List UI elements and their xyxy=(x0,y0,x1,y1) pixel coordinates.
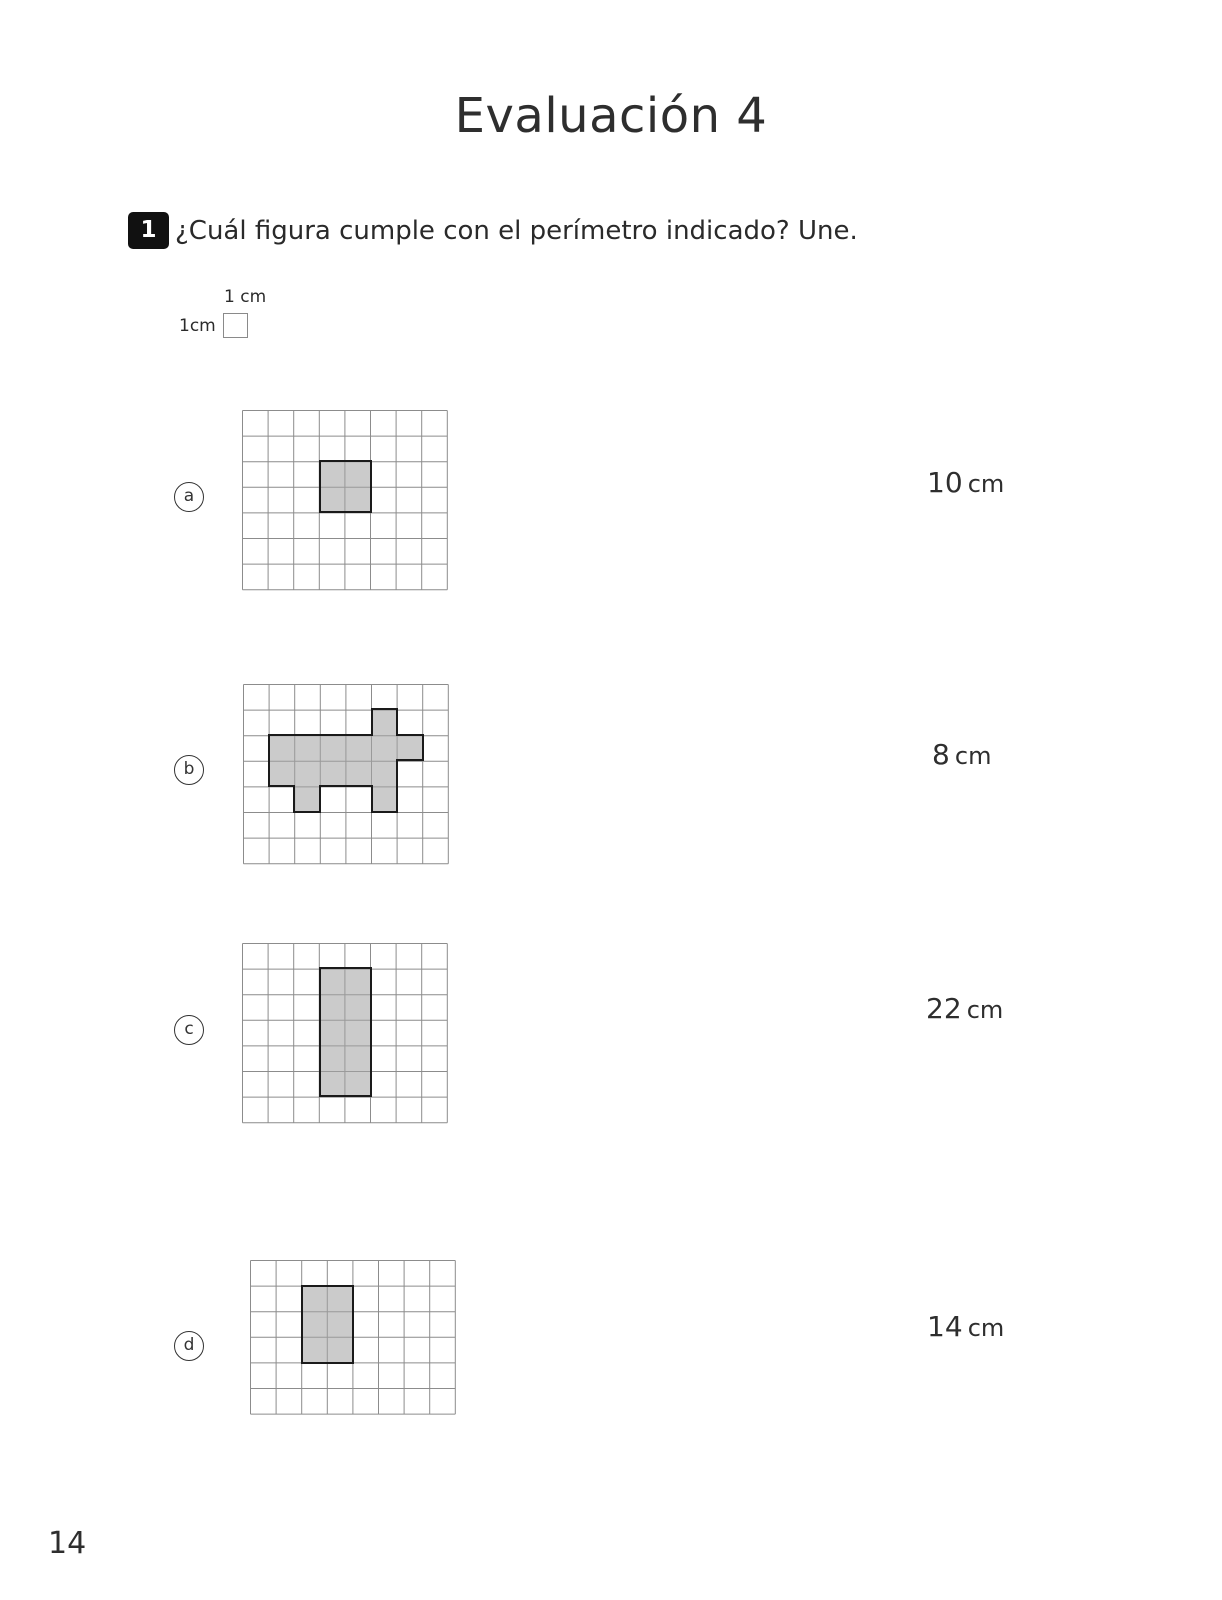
question-number-badge: 1 xyxy=(128,212,169,249)
option-b-label[interactable]: b xyxy=(174,755,204,785)
perimeter-value: 10 xyxy=(927,466,963,499)
option-c-grid[interactable] xyxy=(242,943,449,1124)
option-c-label[interactable]: c xyxy=(174,1015,204,1045)
perimeter-option-1[interactable] xyxy=(927,466,1004,499)
option-c-figure xyxy=(320,968,371,1096)
unit-legend-top-label: 1 cm xyxy=(224,287,267,307)
question-text: ¿Cuál figura cumple con el perímetro indicado? Une. xyxy=(175,216,858,246)
perimeter-unit: cm xyxy=(967,1314,1005,1342)
option-a-label[interactable]: a xyxy=(174,482,204,512)
perimeter-unit: cm xyxy=(966,996,1004,1024)
option-a-grid[interactable] xyxy=(242,410,449,591)
perimeter-value: 8 xyxy=(932,738,950,771)
unit-legend-side-label: 1cm xyxy=(179,316,216,336)
option-a-figure xyxy=(320,461,371,512)
page-title: Evaluación 4 xyxy=(454,88,768,144)
option-d-grid[interactable] xyxy=(250,1260,457,1415)
option-d-label[interactable]: d xyxy=(174,1331,204,1361)
perimeter-option-3[interactable] xyxy=(926,992,1003,1025)
perimeter-unit: cm xyxy=(967,470,1005,498)
page-number: 14 xyxy=(48,1526,87,1561)
perimeter-option-4[interactable] xyxy=(927,1310,1004,1343)
option-b-grid[interactable] xyxy=(243,684,450,865)
perimeter-unit: cm xyxy=(954,742,992,770)
perimeter-value: 14 xyxy=(927,1310,963,1343)
perimeter-option-2[interactable] xyxy=(932,738,992,771)
unit-square xyxy=(223,313,248,338)
perimeter-value: 22 xyxy=(926,992,962,1025)
